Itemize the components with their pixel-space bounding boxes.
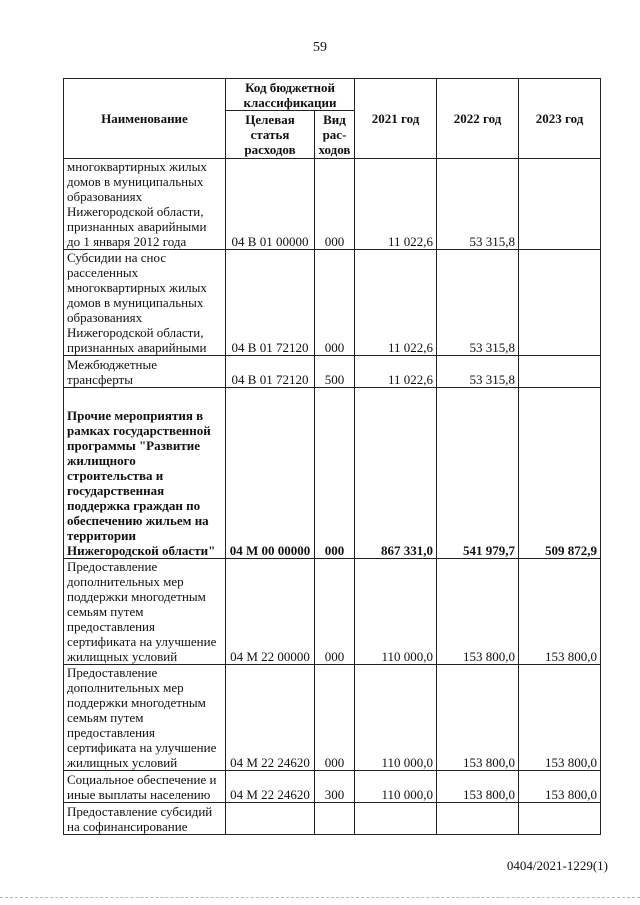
row-target-article: 04 В 01 00000 xyxy=(226,159,315,250)
header-code-group: Код бюджетной классификации xyxy=(226,79,355,111)
row-name: многоквартирных жилых домов в муниципальных образованиях Нижегородской области, признанных аварийными до 1 января 2012 года xyxy=(64,159,226,250)
document-code: 0404/2021-1229(1) xyxy=(506,858,608,873)
row-expense-kind: 000 xyxy=(315,250,355,356)
header-target-article: Целевая статья расходов xyxy=(226,111,315,159)
header-2021: 2021 год xyxy=(355,79,437,159)
row-value-2023: 153 800,0 xyxy=(519,559,601,665)
row-target-article: 04 М 00 00000 xyxy=(226,388,315,559)
row-target-article: 04 В 01 72120 xyxy=(226,250,315,356)
row-value-2023 xyxy=(519,803,601,835)
table-row xyxy=(64,771,601,803)
header-2022: 2022 год xyxy=(437,79,519,159)
row-target-article: 04 В 01 72120 xyxy=(226,356,315,388)
row-value-2022: 153 800,0 xyxy=(437,559,519,665)
row-value-2022: 53 315,8 xyxy=(437,250,519,356)
row-value-2022 xyxy=(437,803,519,835)
row-value-2021: 867 331,0 xyxy=(355,388,437,559)
row-name: Межбюджетные трансферты xyxy=(64,356,226,388)
row-value-2021: 11 022,6 xyxy=(355,250,437,356)
row-value-2021 xyxy=(355,803,437,835)
row-value-2023: 153 800,0 xyxy=(519,665,601,771)
row-name: Предоставление дополнительных мер поддержки многодетным семьям путем предоставления сертификата на улучшение жилищных условий xyxy=(64,665,226,771)
row-value-2022: 541 979,7 xyxy=(437,388,519,559)
row-target-article: 04 М 22 00000 xyxy=(226,559,315,665)
table-row xyxy=(64,803,601,835)
row-expense-kind: 500 xyxy=(315,356,355,388)
row-value-2021: 110 000,0 xyxy=(355,665,437,771)
row-expense-kind xyxy=(315,803,355,835)
row-value-2023: 509 872,9 xyxy=(519,388,601,559)
row-value-2023 xyxy=(519,356,601,388)
row-value-2022: 53 315,8 xyxy=(437,159,519,250)
row-name: Предоставление дополнительных мер поддержки многодетным семьям путем предоставления сертификата на улучшение жилищных условий xyxy=(64,559,226,665)
row-value-2022: 153 800,0 xyxy=(437,771,519,803)
row-name: Предоставление субсидий на софинансирование xyxy=(64,803,226,835)
header-2023: 2023 год xyxy=(519,79,601,159)
row-value-2023 xyxy=(519,250,601,356)
row-expense-kind: 000 xyxy=(315,665,355,771)
row-name: Субсидии на снос расселенных многоквартирных жилых домов в муниципальных образованиях Нижегородской области, признанных аварийными xyxy=(64,250,226,356)
table-row xyxy=(64,159,601,250)
row-expense-kind: 000 xyxy=(315,559,355,665)
row-value-2022: 53 315,8 xyxy=(437,356,519,388)
header-expense-kind: Вид рас-ходов xyxy=(315,111,355,159)
table-row xyxy=(64,665,601,771)
page-edge-divider xyxy=(0,897,640,898)
row-target-article: 04 М 22 24620 xyxy=(226,771,315,803)
header-name: Наименование xyxy=(64,79,226,159)
row-expense-kind: 300 xyxy=(315,771,355,803)
table-row xyxy=(64,250,601,356)
table-row xyxy=(64,356,601,388)
page-number: 59 xyxy=(313,40,327,55)
row-value-2021: 110 000,0 xyxy=(355,771,437,803)
row-value-2021: 110 000,0 xyxy=(355,559,437,665)
row-value-2023 xyxy=(519,159,601,250)
table-row xyxy=(64,388,601,559)
row-target-article: 04 М 22 24620 xyxy=(226,665,315,771)
row-expense-kind: 000 xyxy=(315,388,355,559)
table-row xyxy=(64,559,601,665)
row-target-article xyxy=(226,803,315,835)
row-value-2021: 11 022,6 xyxy=(355,159,437,250)
row-expense-kind: 000 xyxy=(315,159,355,250)
row-name: Прочие мероприятия в рамках государственной программы "Развитие жилищного строительства и государственная поддержка граждан по обеспечению жильем на территории Нижегородской области" xyxy=(64,388,226,559)
row-name: Социальное обеспечение и иные выплаты населению xyxy=(64,771,226,803)
row-value-2023: 153 800,0 xyxy=(519,771,601,803)
row-value-2022: 153 800,0 xyxy=(437,665,519,771)
budget-table xyxy=(63,78,601,835)
row-value-2021: 11 022,6 xyxy=(355,356,437,388)
